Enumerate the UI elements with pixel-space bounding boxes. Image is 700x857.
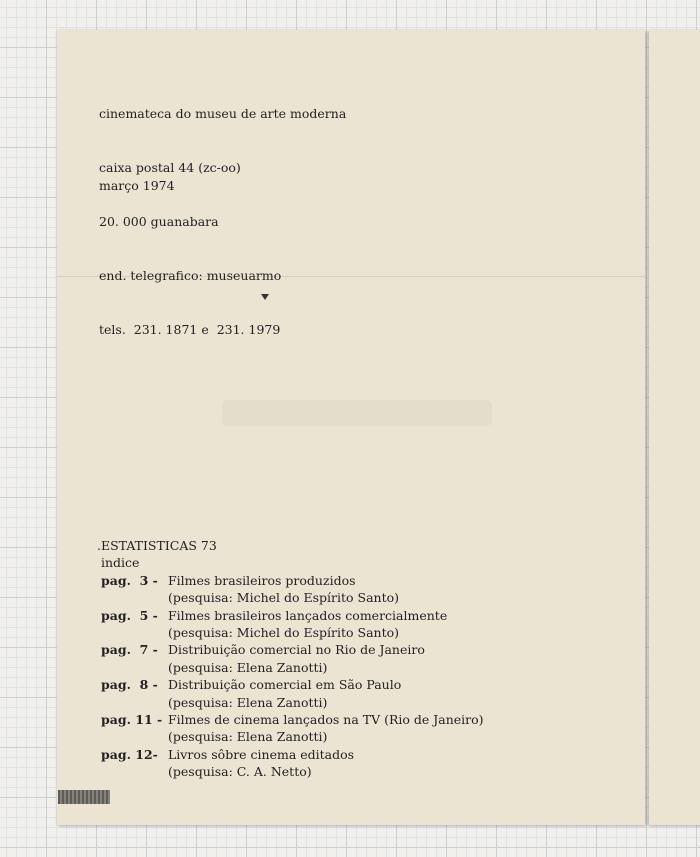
letterhead: [99, 69, 346, 357]
toc-entry-title: Distribuição comercial no Rio de Janeiro: [168, 642, 425, 658]
letterhead-line: cinemateca do museu de arte moderna: [99, 106, 347, 121]
toc-entry: [101, 607, 484, 642]
document-date: março 1974: [99, 178, 175, 193]
table-of-contents: [97, 537, 484, 780]
toc-entry-credit: (pesquisa: C. A. Netto): [168, 764, 312, 780]
toc-subtitle: indice: [101, 555, 140, 571]
show-through-ghost: [222, 400, 492, 426]
tape-residue: [58, 790, 110, 804]
toc-title: .ESTATISTICAS 73: [97, 538, 217, 553]
toc-entry-credit: (pesquisa: Michel do Espírito Santo): [168, 624, 400, 640]
toc-entry-credit: (pesquisa: Elena Zanotti): [168, 729, 328, 745]
toc-entry: [101, 641, 484, 676]
toc-page-number: pag. 3 -: [101, 572, 158, 588]
letterhead-line: end. telegrafico: museuarmo: [99, 268, 282, 283]
toc-page-number: pag. 11 -: [101, 711, 163, 727]
toc-entry: [101, 676, 484, 711]
toc-page-number: pag. 7 -: [101, 642, 158, 658]
toc-entry-title: Livros sôbre cinema editados: [168, 746, 355, 762]
letterhead-line: caixa postal 44 (zc-oo): [99, 160, 241, 175]
toc-entry: [101, 572, 484, 607]
toc-entry: [101, 746, 484, 781]
toc-entry-title: Filmes de cinema lançados na TV (Rio de Janeiro): [168, 711, 484, 727]
toc-entry-credit: (pesquisa: Michel do Espírito Santo): [168, 590, 400, 606]
toc-entry-title: Filmes brasileiros lançados comercialmente: [168, 607, 448, 623]
toc-page-number: pag. 5 -: [101, 607, 158, 623]
toc-page-number: pag. 12-: [101, 746, 158, 762]
toc-entry-credit: (pesquisa: Elena Zanotti): [168, 694, 328, 710]
letterhead-line: tels. 231. 1871 e 231. 1979: [99, 322, 281, 337]
toc-entry-title: Filmes brasileiros produzidos: [168, 572, 356, 588]
toc-entry-credit: (pesquisa: Elena Zanotti): [168, 659, 328, 675]
adjacent-page: [649, 30, 700, 825]
toc-page-number: pag. 8 -: [101, 677, 158, 693]
letterhead-line: 20. 000 guanabara: [99, 214, 219, 229]
toc-entry-title: Distribuição comercial em São Paulo: [168, 677, 402, 693]
toc-entry: [101, 711, 484, 746]
